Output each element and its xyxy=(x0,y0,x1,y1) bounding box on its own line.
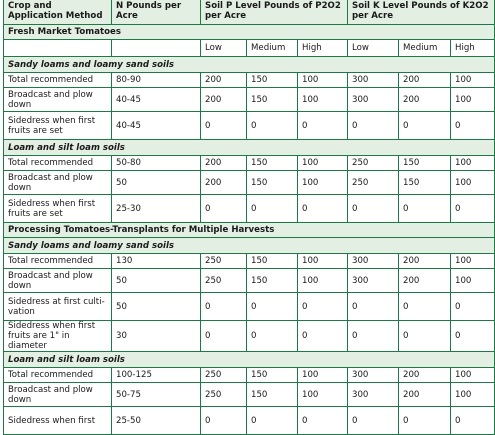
header-crop: Crop and Application Method xyxy=(4,0,112,25)
p-low-value: 0 xyxy=(201,112,247,140)
level-p-high: High xyxy=(298,40,348,57)
k-high-value: 100 xyxy=(451,156,495,171)
k-medium-value: 0 xyxy=(399,407,451,435)
n-value: 50 xyxy=(112,293,201,321)
k-high-value: 100 xyxy=(451,171,495,195)
soil-group-title: Sandy loams and loamy sand soils xyxy=(4,238,495,254)
k-medium-value: 200 xyxy=(399,88,451,112)
p-high-value: 0 xyxy=(298,407,348,435)
p-low-value: 0 xyxy=(201,195,247,223)
soil-group-row xyxy=(4,57,495,73)
section-row xyxy=(4,223,495,238)
k-low-value: 300 xyxy=(348,368,399,383)
p-high-value: 0 xyxy=(298,112,348,140)
header-row xyxy=(4,0,495,25)
row-label: Total recommended xyxy=(4,73,112,88)
table-row xyxy=(4,88,495,112)
row-label: Total recommended xyxy=(4,254,112,269)
row-label: Sidedress when first fruits are set xyxy=(4,112,112,140)
p-low-value: 0 xyxy=(201,407,247,435)
k-medium-value: 200 xyxy=(399,73,451,88)
soil-group-title: Sandy loams and loamy sand soils xyxy=(4,57,495,73)
k-medium-value: 150 xyxy=(399,171,451,195)
p-low-value: 200 xyxy=(201,73,247,88)
p-high-value: 0 xyxy=(298,195,348,223)
p-low-value: 250 xyxy=(201,383,247,407)
table-row xyxy=(4,112,495,140)
p-high-value: 100 xyxy=(298,383,348,407)
row-label: Sidedress at first cultivation xyxy=(4,293,112,321)
k-high-value: 100 xyxy=(451,254,495,269)
header-soil-p: Soil P Level Pounds of P2O2 per Acre xyxy=(201,0,348,25)
p-high-value: 100 xyxy=(298,73,348,88)
row-label: Total recommended xyxy=(4,368,112,383)
table-row xyxy=(4,293,495,321)
p-low-value: 200 xyxy=(201,156,247,171)
p-low-value: 0 xyxy=(201,293,247,321)
p-medium-value: 150 xyxy=(247,73,298,88)
k-medium-value: 200 xyxy=(399,368,451,383)
p-high-value: 100 xyxy=(298,368,348,383)
soil-group-row xyxy=(4,238,495,254)
level-p-medium: Medium xyxy=(247,40,298,57)
p-medium-value: 150 xyxy=(247,171,298,195)
row-label: Total recommended xyxy=(4,156,112,171)
k-high-value: 0 xyxy=(451,321,495,352)
p-medium-value: 150 xyxy=(247,156,298,171)
row-label: Broadcast and plow down xyxy=(4,269,112,293)
n-value: 40-45 xyxy=(112,88,201,112)
k-medium-value: 200 xyxy=(399,383,451,407)
p-medium-value: 150 xyxy=(247,368,298,383)
k-low-value: 0 xyxy=(348,293,399,321)
k-high-value: 100 xyxy=(451,88,495,112)
table-row xyxy=(4,156,495,171)
p-high-value: 100 xyxy=(298,156,348,171)
n-value: 25-30 xyxy=(112,195,201,223)
table-body xyxy=(4,0,495,435)
k-medium-value: 0 xyxy=(399,195,451,223)
k-medium-value: 200 xyxy=(399,269,451,293)
p-low-value: 250 xyxy=(201,368,247,383)
level-k-medium: Medium xyxy=(399,40,451,57)
level-p-low: Low xyxy=(201,40,247,57)
soil-group-row xyxy=(4,352,495,368)
p-high-value: 100 xyxy=(298,88,348,112)
k-high-value: 0 xyxy=(451,195,495,223)
row-label: Broadcast and plow down xyxy=(4,383,112,407)
p-high-value: 0 xyxy=(298,293,348,321)
n-value: 80-90 xyxy=(112,73,201,88)
k-high-value: 100 xyxy=(451,368,495,383)
k-high-value: 100 xyxy=(451,383,495,407)
level-blank xyxy=(112,40,201,57)
table-row xyxy=(4,383,495,407)
table-row xyxy=(4,407,495,435)
table-row xyxy=(4,73,495,88)
p-high-value: 100 xyxy=(298,254,348,269)
p-high-value: 100 xyxy=(298,171,348,195)
k-high-value: 100 xyxy=(451,269,495,293)
k-high-value: 100 xyxy=(451,73,495,88)
k-low-value: 0 xyxy=(348,407,399,435)
p-medium-value: 150 xyxy=(247,88,298,112)
p-high-value: 0 xyxy=(298,321,348,352)
k-low-value: 250 xyxy=(348,171,399,195)
p-medium-value: 0 xyxy=(247,407,298,435)
row-label: Sidedress when first fruits are 1" in diameter xyxy=(4,321,112,352)
k-medium-value: 0 xyxy=(399,293,451,321)
k-low-value: 300 xyxy=(348,73,399,88)
level-k-high: High xyxy=(451,40,495,57)
p-medium-value: 150 xyxy=(247,383,298,407)
k-low-value: 300 xyxy=(348,88,399,112)
row-label: Broadcast and plow down xyxy=(4,88,112,112)
level-row xyxy=(4,40,495,57)
soil-group-title: Loam and silt loam soils xyxy=(4,140,495,156)
k-high-value: 0 xyxy=(451,293,495,321)
k-low-value: 0 xyxy=(348,195,399,223)
table-row xyxy=(4,368,495,383)
k-medium-value: 200 xyxy=(399,254,451,269)
n-value: 30 xyxy=(112,321,201,352)
level-k-low: Low xyxy=(348,40,399,57)
p-high-value: 100 xyxy=(298,269,348,293)
n-value: 50 xyxy=(112,171,201,195)
p-low-value: 200 xyxy=(201,88,247,112)
k-low-value: 300 xyxy=(348,383,399,407)
soil-group-title: Loam and silt loam soils xyxy=(4,352,495,368)
n-value: 50 xyxy=(112,269,201,293)
n-value: 100-125 xyxy=(112,368,201,383)
row-label: Sidedress when first xyxy=(4,407,112,435)
row-label: Broadcast and plow down xyxy=(4,171,112,195)
table-row xyxy=(4,321,495,352)
header-soil-k: Soil K Level Pounds of K2O2 per Acre xyxy=(348,0,495,25)
fertilizer-table xyxy=(3,0,495,435)
row-label: Sidedress when first fruits are set xyxy=(4,195,112,223)
table-row xyxy=(4,269,495,293)
section-row xyxy=(4,25,495,40)
n-value: 25-50 xyxy=(112,407,201,435)
k-medium-value: 0 xyxy=(399,112,451,140)
table-row xyxy=(4,254,495,269)
section-title: Processing Tomatoes-Transplants for Multiple Harvests xyxy=(4,223,495,238)
p-low-value: 200 xyxy=(201,171,247,195)
k-medium-value: 150 xyxy=(399,156,451,171)
section-title: Fresh Market Tomatoes xyxy=(4,25,495,40)
n-value: 50-75 xyxy=(112,383,201,407)
header-n: N Pounds per Acre xyxy=(112,0,201,25)
p-medium-value: 0 xyxy=(247,195,298,223)
k-high-value: 0 xyxy=(451,407,495,435)
k-medium-value: 0 xyxy=(399,321,451,352)
n-value: 50-80 xyxy=(112,156,201,171)
p-low-value: 0 xyxy=(201,321,247,352)
p-medium-value: 150 xyxy=(247,269,298,293)
soil-group-row xyxy=(4,140,495,156)
p-medium-value: 150 xyxy=(247,254,298,269)
table-row xyxy=(4,195,495,223)
table-row xyxy=(4,171,495,195)
k-low-value: 0 xyxy=(348,112,399,140)
level-blank xyxy=(4,40,112,57)
p-medium-value: 0 xyxy=(247,112,298,140)
k-low-value: 300 xyxy=(348,269,399,293)
n-value: 40-45 xyxy=(112,112,201,140)
k-low-value: 0 xyxy=(348,321,399,352)
p-medium-value: 0 xyxy=(247,321,298,352)
k-high-value: 0 xyxy=(451,112,495,140)
p-medium-value: 0 xyxy=(247,293,298,321)
k-low-value: 300 xyxy=(348,254,399,269)
p-low-value: 250 xyxy=(201,269,247,293)
p-low-value: 250 xyxy=(201,254,247,269)
k-low-value: 250 xyxy=(348,156,399,171)
n-value: 130 xyxy=(112,254,201,269)
